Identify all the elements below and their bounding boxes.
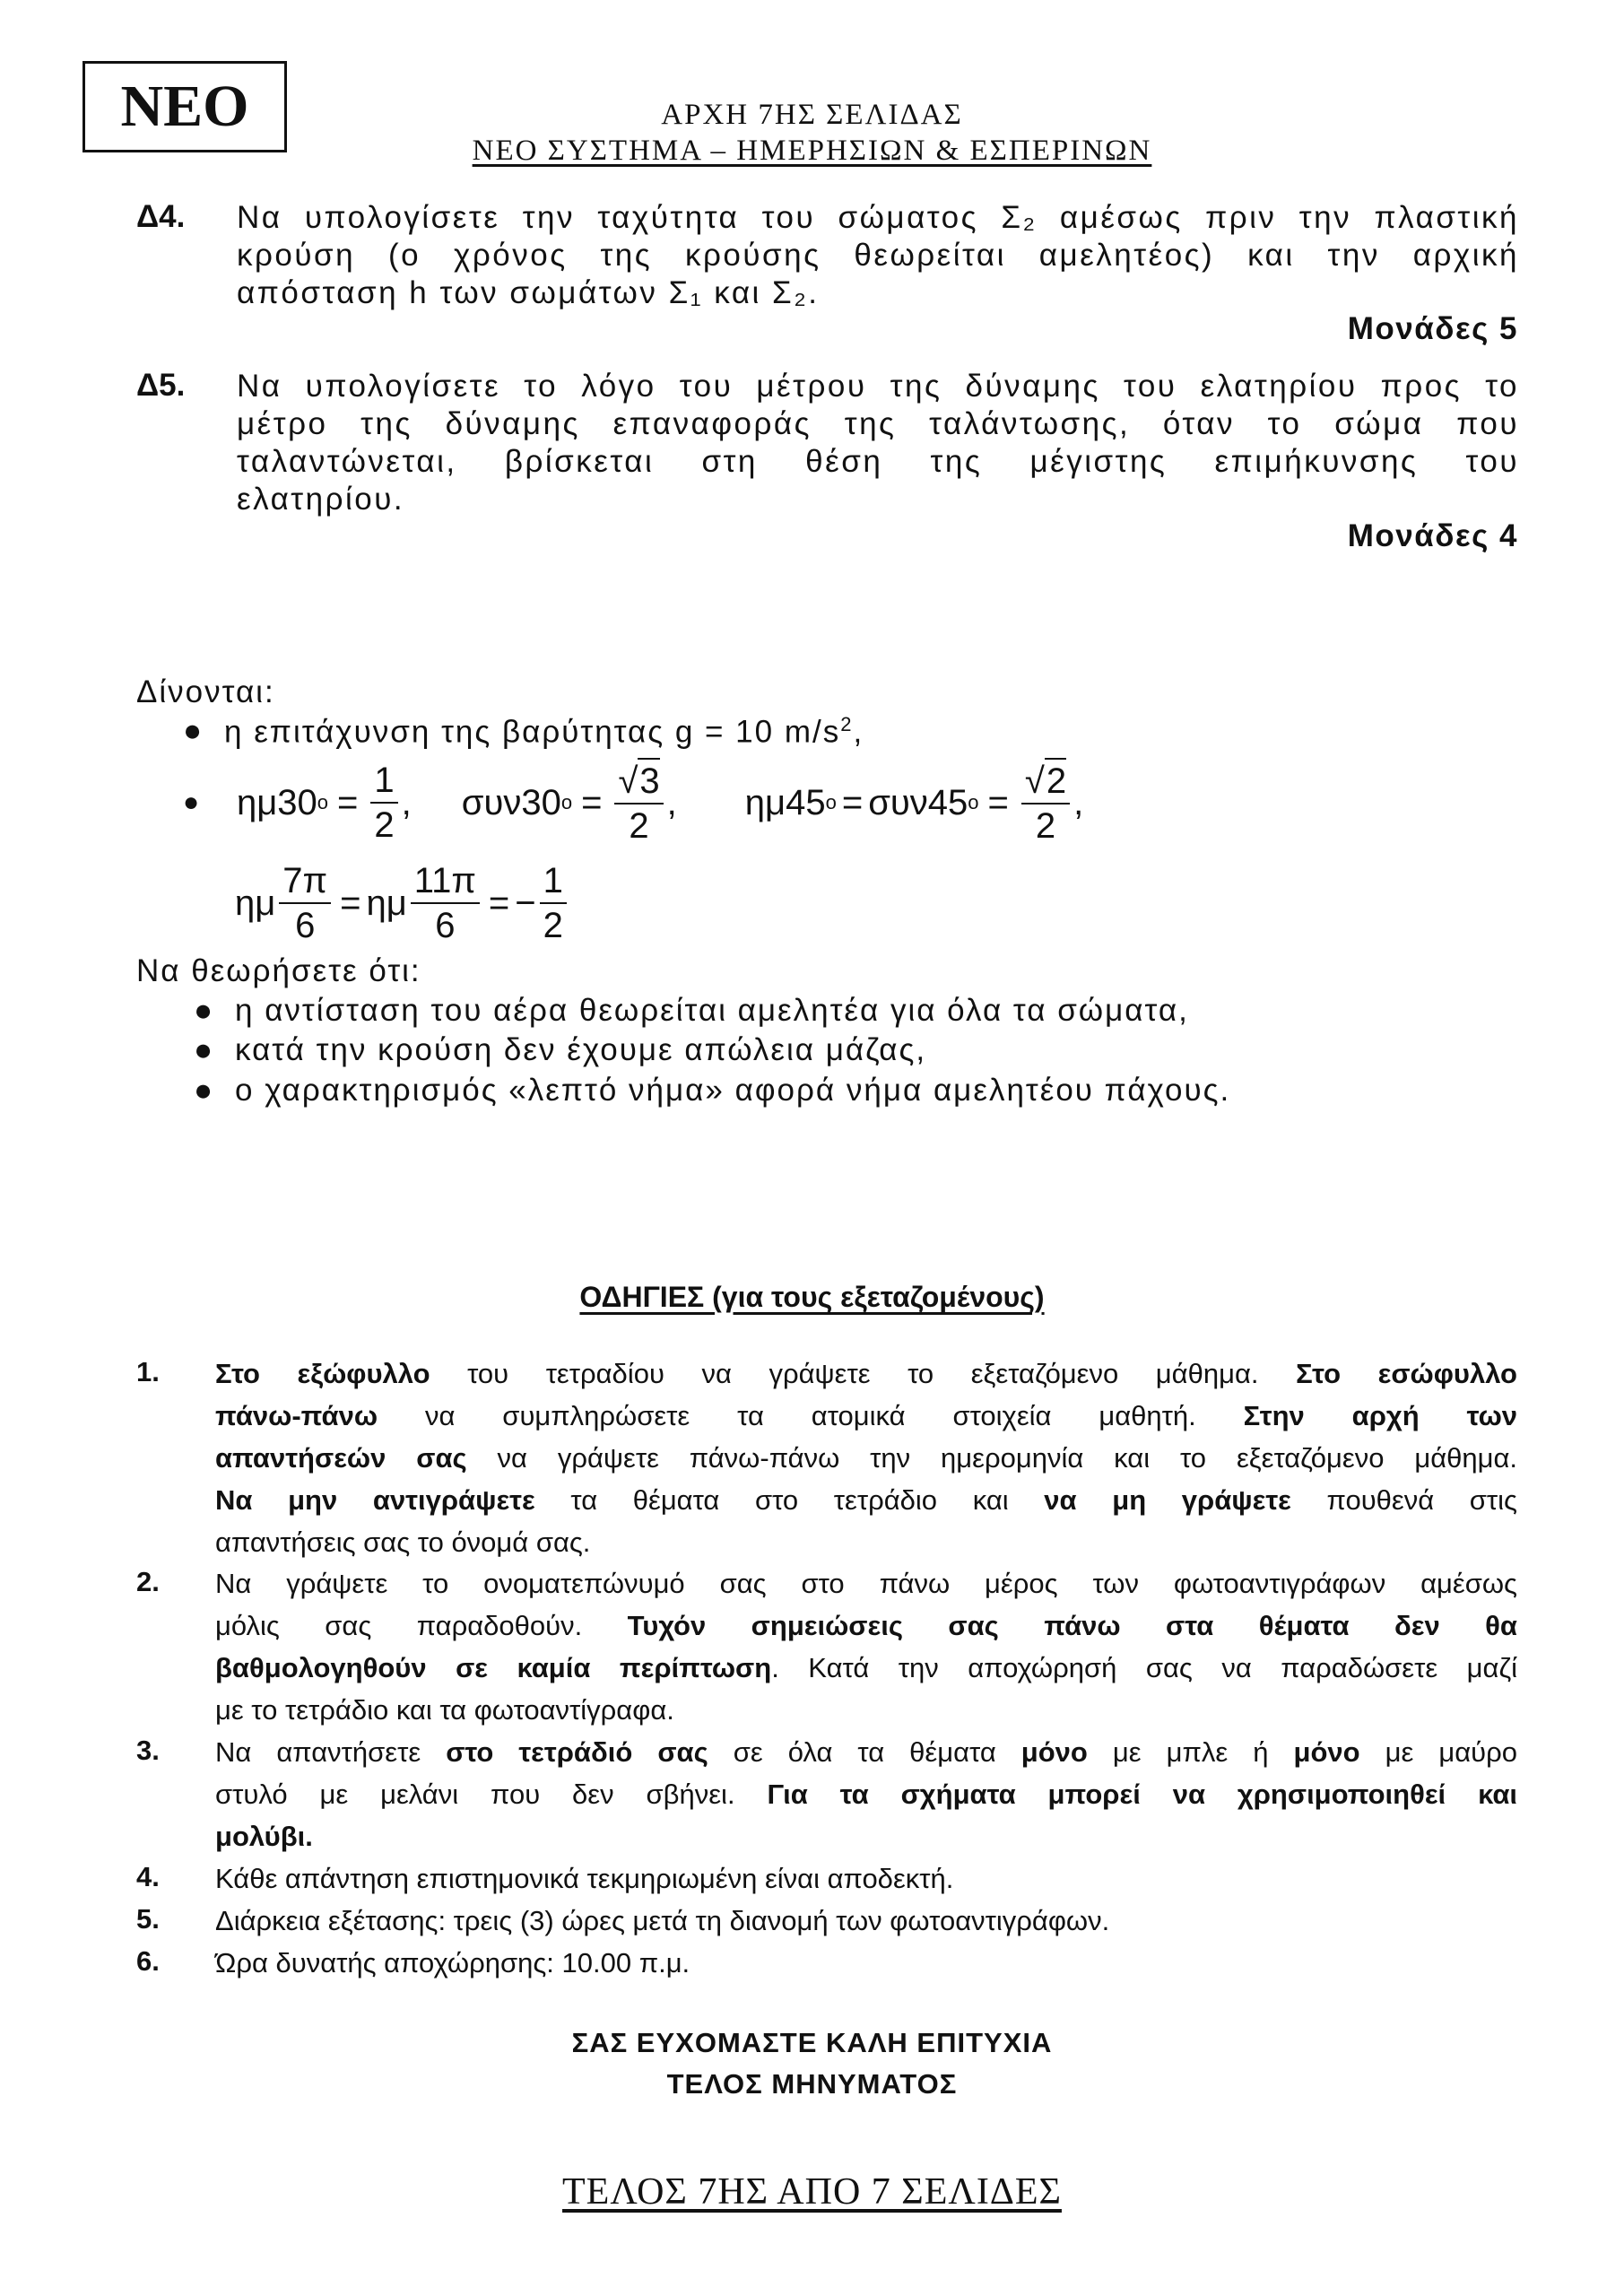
result-fraction bbox=[540, 859, 567, 947]
numerator bbox=[614, 758, 663, 804]
minus-sign: − bbox=[515, 883, 536, 923]
equals-sign: = bbox=[841, 782, 864, 822]
closing-end-message: ΤΕΛΟΣ ΜΗΝΥΜΑΤΟΣ bbox=[666, 2068, 958, 2100]
bold-text: στο τετράδιό σας bbox=[446, 1736, 708, 1768]
bold-text: απαντήσεών σας bbox=[215, 1442, 467, 1474]
bold-text: Τυχόν σημειώσεις σας πάνω στα θέματα δεν θα bbox=[627, 1610, 1517, 1641]
instruction-line bbox=[215, 1437, 1517, 1479]
denominator: 2 bbox=[629, 806, 649, 846]
gravity-tail: , bbox=[853, 714, 864, 750]
text: να γράψετε πάνω-πάνω την ημερομηνία και το εξεταζόμενο μάθημα. bbox=[466, 1442, 1518, 1474]
angle-7pi-6 bbox=[279, 859, 331, 947]
cos45-label: συν45 bbox=[868, 782, 968, 822]
bold-text: Στο εσώφυλλο bbox=[1296, 1358, 1517, 1389]
text: του τετραδίου να γράψετε το εξεταζόμενο μάθημα. bbox=[430, 1358, 1297, 1389]
bold-text: μόνο bbox=[1293, 1736, 1360, 1768]
bold-text: πάνω-πάνω bbox=[215, 1400, 378, 1431]
instruction-number: 1. bbox=[136, 1356, 160, 1387]
question-label-d4: Δ4. bbox=[136, 199, 186, 234]
instruction-number: 2. bbox=[136, 1566, 160, 1597]
comma: , bbox=[666, 782, 677, 822]
radicand: 2 bbox=[1045, 758, 1066, 803]
page-start-header: ΑΡΧΗ 7ΗΣ ΣΕΛΙΔΑΣ bbox=[661, 99, 963, 131]
instruction-line: με το τετράδιο και τα φωτοαντίγραφα. bbox=[215, 1694, 674, 1726]
denominator: 6 bbox=[295, 906, 316, 945]
instruction-item-6: Ώρα δυνατής αποχώρησης: 10.00 π.μ. bbox=[215, 1947, 690, 1979]
equals-sign: = bbox=[337, 782, 359, 822]
bullet-icon: ● bbox=[183, 713, 204, 748]
sin45-fraction bbox=[1021, 758, 1070, 848]
bullet-icon: ● bbox=[194, 993, 215, 1028]
instruction-line: απαντήσεις σας το όνομά σας. bbox=[215, 1526, 591, 1558]
instruction-number: 3. bbox=[136, 1735, 160, 1766]
instruction-number: 6. bbox=[136, 1945, 160, 1977]
numerator: 1 bbox=[540, 859, 567, 904]
sqrt bbox=[1025, 758, 1066, 803]
bullet-icon: ● bbox=[183, 787, 202, 817]
degree-sign: ο bbox=[968, 791, 979, 813]
sin30-fraction bbox=[370, 759, 397, 847]
question-line: Να υπολογίσετε την ταχύτητα του σώματος Σ₂ αμέσως πριν την πλαστική bbox=[237, 200, 1519, 235]
radicand: 3 bbox=[638, 758, 659, 803]
question-text-d4 bbox=[237, 199, 1519, 312]
instruction-number: 5. bbox=[136, 1903, 160, 1935]
numerator: 11π bbox=[411, 859, 480, 904]
text: με μαύρο bbox=[1359, 1736, 1517, 1768]
marks-d4: Μονάδες 5 bbox=[1347, 311, 1518, 346]
degree-sign: ο bbox=[560, 791, 573, 813]
instruction-item-3 bbox=[215, 1731, 1517, 1857]
instruction-line: μολύβι. bbox=[215, 1821, 313, 1852]
degree-sign: ο bbox=[825, 791, 837, 813]
instruction-line bbox=[215, 1352, 1517, 1395]
given-gravity bbox=[183, 713, 864, 751]
numerator: 7π bbox=[279, 859, 331, 904]
system-header-text: ΝΕΟ ΣΥΣΤΗΜΑ – ΗΜΕΡΗΣΙΩΝ & ΕΣΠΕΡΙΝΩΝ bbox=[472, 135, 1152, 167]
question-line: ταλαντώνεται, βρίσκεται στη θέση της μέγιστης επιμήκυνσης του bbox=[237, 444, 1519, 479]
question-line: ελατηρίου. bbox=[237, 482, 405, 517]
sin30-label: ημ30 bbox=[237, 782, 317, 822]
trig-values-row-1 bbox=[183, 758, 1083, 848]
instruction-line: Να γράψετε το ονοματεπώνυμό σας στο πάνω μέρος των φωτοαντιγράφων αμέσως bbox=[215, 1568, 1517, 1599]
cos30-label: συν30 bbox=[461, 782, 561, 822]
instruction-line bbox=[215, 1731, 1517, 1773]
instruction-line bbox=[215, 1605, 1517, 1647]
gravity-text: η επιτάχυνση της βαρύτητας g = 10 m/s bbox=[224, 714, 841, 750]
bullet-icon: ● bbox=[194, 1032, 215, 1067]
question-line: απόσταση h των σωμάτων Σ₁ και Σ₂. bbox=[237, 275, 820, 310]
instruction-item-1 bbox=[215, 1352, 1517, 1563]
bold-text: Για τα σχήματα μπορεί να χρησιμοποιηθεί και bbox=[767, 1779, 1517, 1810]
cos30-fraction bbox=[614, 758, 663, 848]
numerator: 1 bbox=[370, 759, 397, 804]
page-footer-text: ΤΕΛΟΣ 7ΗΣ ΑΠΟ 7 ΣΕΛΙΔΕΣ bbox=[562, 2171, 1062, 2213]
equals-sign: = bbox=[340, 883, 361, 923]
page-footer bbox=[0, 2170, 1624, 2213]
text: με μπλε ή bbox=[1087, 1736, 1294, 1768]
denominator: 6 bbox=[435, 906, 456, 945]
sin-label: ημ bbox=[366, 883, 407, 923]
numerator bbox=[1021, 758, 1070, 804]
equals-sign: = bbox=[581, 782, 603, 822]
instruction-item-4: Κάθε απάντηση επιστημονικά τεκμηριωμένη είναι αποδεκτή. bbox=[215, 1863, 954, 1894]
text: μόλις σας παραδοθούν. bbox=[215, 1610, 628, 1641]
instruction-line bbox=[215, 1773, 1517, 1815]
question-label-d5: Δ5. bbox=[136, 368, 186, 403]
assumption-item bbox=[194, 1032, 927, 1068]
marks-d5: Μονάδες 4 bbox=[1347, 518, 1518, 553]
sin45-label: ημ45 bbox=[744, 782, 826, 822]
instruction-line bbox=[215, 1647, 1517, 1689]
assumption-item bbox=[194, 1073, 1231, 1109]
question-line: Να υπολογίσετε το λόγο του μέτρου της δύναμης του ελατηρίου προς το bbox=[237, 369, 1519, 404]
instruction-line bbox=[215, 1479, 1517, 1521]
sqrt bbox=[618, 758, 659, 803]
assumption-text: ο χαρακτηρισμός «λεπτό νήμα» αφορά νήμα αμελητέου πάχους. bbox=[235, 1073, 1231, 1108]
equals-sign: = bbox=[987, 782, 1009, 822]
degree-sign: ο bbox=[317, 791, 329, 813]
given-title: Δίνονται: bbox=[136, 674, 275, 709]
denominator: 2 bbox=[1035, 806, 1056, 846]
angle-11pi-6 bbox=[411, 859, 480, 947]
question-text-d5 bbox=[237, 368, 1519, 518]
trig-values-row-2 bbox=[235, 859, 570, 947]
bold-text: μόνο bbox=[1020, 1736, 1088, 1768]
denominator: 2 bbox=[374, 805, 395, 845]
instruction-number: 4. bbox=[136, 1861, 160, 1892]
question-line: κρούση (ο χρόνος της κρούσης θεωρείται αμελητέος) και την αρχική bbox=[237, 238, 1519, 273]
text: πουθενά στις bbox=[1290, 1484, 1517, 1516]
bullet-icon: ● bbox=[194, 1073, 215, 1108]
gravity-exponent: 2 bbox=[840, 713, 854, 735]
bold-text: να μη γράψετε bbox=[1044, 1484, 1291, 1516]
comma: , bbox=[1073, 782, 1084, 822]
bold-text: Στο εξώφυλλο bbox=[215, 1358, 430, 1389]
assumptions-title: Να θεωρήσετε ότι: bbox=[136, 953, 421, 988]
instructions-title-text: ΟΔΗΓΙΕΣ (για τους εξεταζομένους) bbox=[579, 1281, 1045, 1313]
text: να συμπληρώσετε τα ατομικά στοιχεία μαθητή. bbox=[378, 1400, 1244, 1431]
instruction-item-5: Διάρκεια εξέτασης: τρεις (3) ώρες μετά τη διανομή των φωτοαντιγράφων. bbox=[215, 1905, 1110, 1936]
text: Να απαντήσετε bbox=[215, 1736, 447, 1768]
denominator: 2 bbox=[543, 906, 563, 945]
instruction-line bbox=[215, 1395, 1517, 1437]
text: . Κατά την αποχώρησή σας να παραδώσετε μαζί bbox=[771, 1652, 1517, 1683]
closing-wishes: ΣΑΣ ΕΥΧΟΜΑΣΤΕ ΚΑΛΗ ΕΠΙΤΥΧΙΑ bbox=[571, 2027, 1053, 2058]
text: τα θέματα στο τετράδιο και bbox=[534, 1484, 1045, 1516]
bold-text: βαθμολογηθούν σε καμία περίπτωση bbox=[215, 1652, 772, 1683]
sqrt-icon: √ bbox=[1024, 761, 1045, 801]
assumption-text: η αντίσταση του αέρα θεωρείται αμελητέα για όλα τα σώματα, bbox=[235, 993, 1189, 1028]
sin-label: ημ bbox=[235, 883, 276, 923]
system-header bbox=[269, 135, 1355, 168]
text: στυλό με μελάνι που δεν σβήνει. bbox=[215, 1779, 768, 1810]
bold-text: Να μην αντιγράψετε bbox=[215, 1484, 535, 1516]
neo-badge: ΝΕΟ bbox=[83, 61, 287, 152]
comma: , bbox=[401, 782, 412, 822]
sqrt-icon: √ bbox=[618, 761, 638, 801]
assumption-item bbox=[194, 993, 1189, 1029]
instructions-title bbox=[0, 1281, 1624, 1314]
text: σε όλα τα θέματα bbox=[708, 1736, 1021, 1768]
equals-sign: = bbox=[488, 883, 510, 923]
instruction-item-2 bbox=[215, 1562, 1517, 1731]
assumption-text: κατά την κρούση δεν έχουμε απώλεια μάζας, bbox=[235, 1032, 927, 1067]
question-line: μέτρο της δύναμης επαναφοράς της ταλάντωσης, όταν το σώμα που bbox=[237, 406, 1519, 441]
bold-text: Στην αρχή των bbox=[1243, 1400, 1517, 1431]
